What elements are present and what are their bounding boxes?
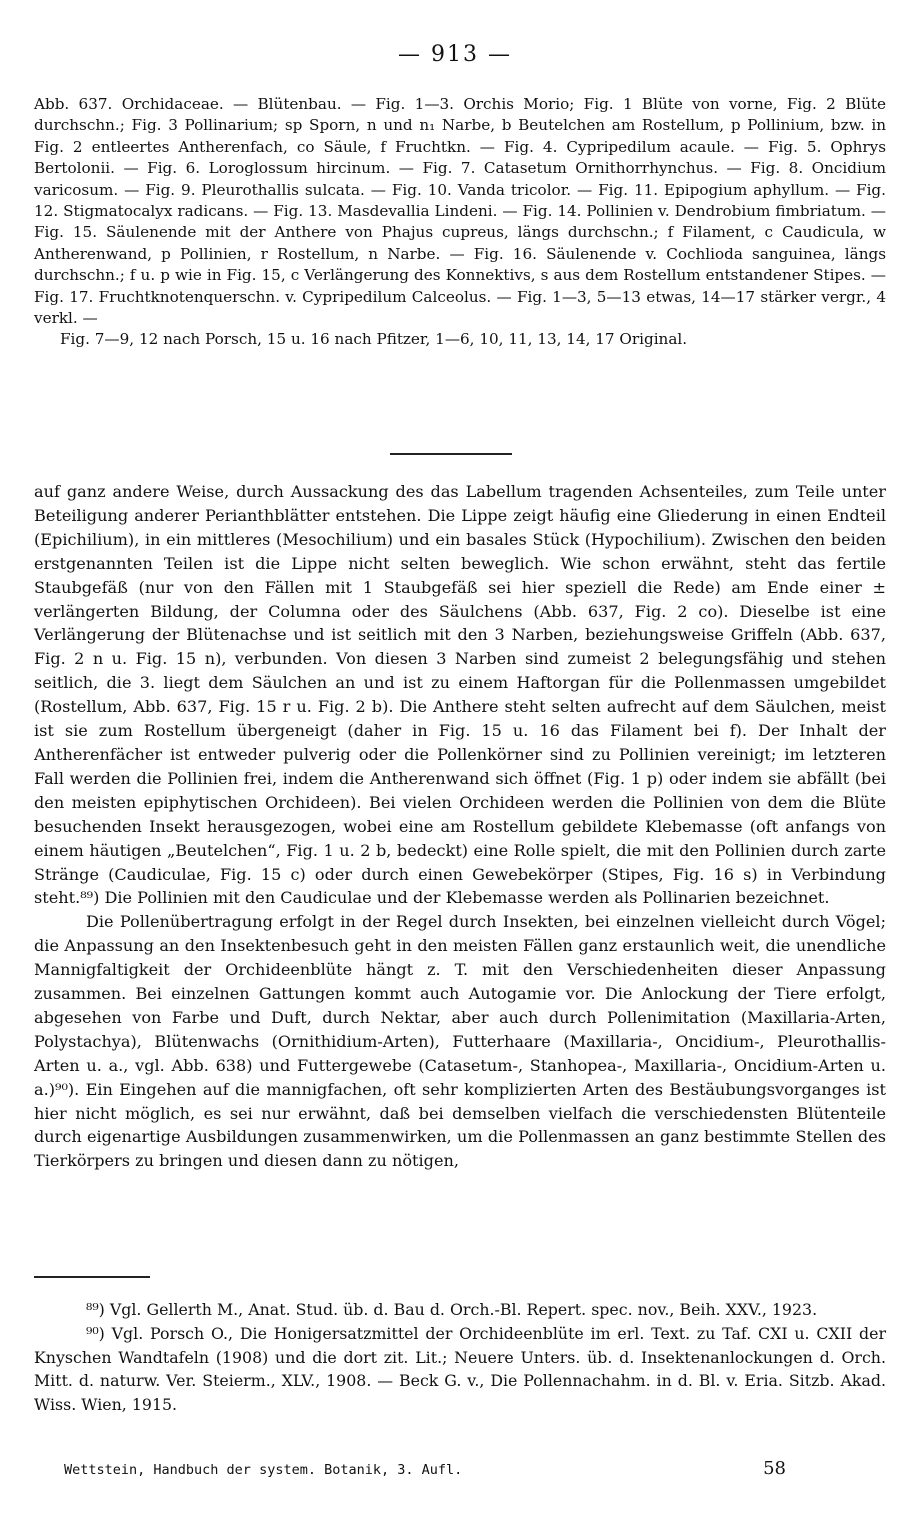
main-text [34,480,886,1173]
caption-credits: Fig. 7—9, 12 nach Porsch, 15 u. 16 nach Pfitzer, 1—6, 10, 11, 13, 14, 17 Original. [60,330,688,349]
footer-citation: Wettstein, Handbuch der system. Botanik, 3. Aufl. [64,1462,463,1478]
figure-caption [34,94,886,351]
footnote-90: ⁹⁰) Vgl. Porsch O., Die Honigersatzmittel der Orchideenblüte im erl. Text. zu Taf. CXI u. CXII der Knyschen Wandtafeln (1908) und die dort zit. Lit.; Neuere Unters. üb. d. Insektenanlockungen d. Orch. Mitt. d. naturw. Ver. Steierm., XLV., 1908. — Beck G. v., Die Pollennachahm. in d. Bl. v. Eria. Sitzb. Akad. Wiss. Wien, 1915. [34,1323,886,1415]
caption-text: Abb. 637. Orchidaceae. — Blütenbau. — Fig. 1—3. Orchis Morio; Fig. 1 Blüte von vorne, Fig. 2 Blüte durchschn.; Fig. 3 Pollinarium; sp Sporn, n und n₁ Narbe, b Beutelchen am Rostellum, p Pollinium, bzw. in Fig. 2 entleertes Antherenfach, co Säule, f Fruchtkn. — Fig. 4. Cypripedilum acaule. — Fig. 5. Ophrys Bertolonii. — Fig. 6. Loroglossum hircinum. — Fig. 7. Catasetum Ornithorrhynchus. — Fig. 8. Oncidium varicosum. — Fig. 9. Pleurothallis sulcata. — Fig. 10. Vanda tricolor. — Fig. 11. Epipogium aphyllum. — Fig. 12. Stigmatocalyx radicans. — Fig. 13. Masdevallia Lindeni. — Fig. 14. Pollinien v. Dendrobium fimbriatum. — Fig. 15. Säulenende mit der Anthere von Phajus cupreus, längs durchschn.; f Filament, c Caudicula, w Antherenwand, p Pollinien, r Rostellum, n Narbe. — Fig. 16. Säulenende v. Cochlioda sanguinea, längs durchschn.; f u. p wie in Fig. 15, c Verlängerung des Konnektivs, s aus dem Rostellum entstandener Stipes. — Fig. 17. Fruchtknotenquerschn. v. Cypripedilum Calceolus. — Fig. 1—3, 5—13 etwas, 14—17 stärker vergr., 4 verkl. — [34,95,886,328]
section-divider [390,453,512,455]
paragraph-1: auf ganz andere Weise, durch Aussackung des das Labellum tragenden Achsenteiles, zum Teile unter Beteiligung anderer Perianthblätter entstehen. Die Lippe zeigt häufig eine Gliederung in einen Endteil (Epichilium), in ein mittleres (Mesochilium) und ein basales Stück (Hypochilium). Zwischen den beiden erstgenannten Teilen ist die Lippe nicht selten beweglich. Wie schon erwähnt, steht das fertile Staubgefäß (nur von den Fällen mit 1 Staubgefäß sei hier speziell die Rede) am Ende einer ± verlängerten Bildung, der Columna oder des Säulchens (Abb. 637, Fig. 2 co). Dieselbe ist eine Verlängerung der Blütenachse und ist seitlich mit den 3 Narben, beziehungsweise Griffeln (Abb. 637, Fig. 2 n u. Fig. 15 n), verbunden. Von diesen 3 Narben sind zumeist 2 belegungsfähig und stehen seitlich, die 3. liegt dem Säulchen an und ist zu einem Haftorgan für die Pollenmassen umgebildet (Rostellum, Abb. 637, Fig. 15 r u. Fig. 2 b). Die Anthere steht selten aufrecht auf dem Säulchen, meist ist sie zum Rostellum übergeneigt (daher in Fig. 15 u. 16 das Filament bei f). Der Inhalt der Antherenfächer ist entweder pulverig oder die Pollenkörner sind zu Pollinien vereinigt; im letzteren Fall werden die Pollinien frei, indem die Antherenwand sich öffnet (Fig. 1 p) oder indem sie abfällt (bei den meisten epiphytischen Orchideen). Bei vielen Orchideen werden die Pollinien von dem die Blüte besuchenden Insekt herausgezogen, wobei eine am Rostellum gebildete Klebemasse (oft anfangs von einem häutigen „Beutelchen“, Fig. 1 u. 2 b, bedeckt) eine Rolle spielt, die mit den Pollinien durch zarte Stränge (Caudiculae, Fig. 15 c) oder durch einen Gewebekörper (Stipes, Fig. 16 s) in Verbindung steht.⁸⁹) Die Pollinien mit den Caudiculae und der Klebemasse werden als Pollinarien bezeichnet. [34,482,886,908]
footnote-rule [34,1276,150,1278]
footnotes [34,1298,886,1417]
page-number: — 913 — [398,42,512,67]
paragraph-2: Die Pollenübertragung erfolgt in der Regel durch Insekten, bei einzelnen vielleicht durch Vögel; die Anpassung an den Insektenbesuch geht in den meisten Fällen ganz erstaunlich weit, die unendliche Mannigfaltigkeit der Orchideenblüte hängt z. T. mit den Verschiedenheiten dieser Anpassung zusammen. Bei einzelnen Gattungen kommt auch Autogamie vor. Die Anlockung der Tiere erfolgt, abgesehen von Farbe und Duft, durch Nektar, aber auch durch Pollenimitation (Maxillaria-Arten, Polystachya), Blütenwachs (Ornithidium-Arten), Futterhaare (Maxillaria-, Oncidium-, Pleurothallis-Arten u. a., vgl. Abb. 638) und Futtergewebe (Catasetum-, Stanhopea-, Maxillaria-, Oncidium-Arten u. a.)⁹⁰). Ein Eingehen auf die mannigfachen, oft sehr komplizierten Arten des Bestäubungsvorganges ist hier nicht möglich, es sei nur erwähnt, daß bei demselben vielfach die verschiedensten Blütenteile durch eigenartige Ausbildungen zusammenwirken, um die Pollenmassen an ganz bestimmte Stellen des Tierkörpers zu bringen und diesen dann zu nötigen, [34,912,886,1171]
signature-mark: 58 [763,1458,786,1479]
footnote-89: ⁸⁹) Vgl. Gellerth M., Anat. Stud. üb. d. Bau d. Orch.-Bl. Repert. spec. nov., Beih. XXV., 1923. [86,1300,818,1319]
